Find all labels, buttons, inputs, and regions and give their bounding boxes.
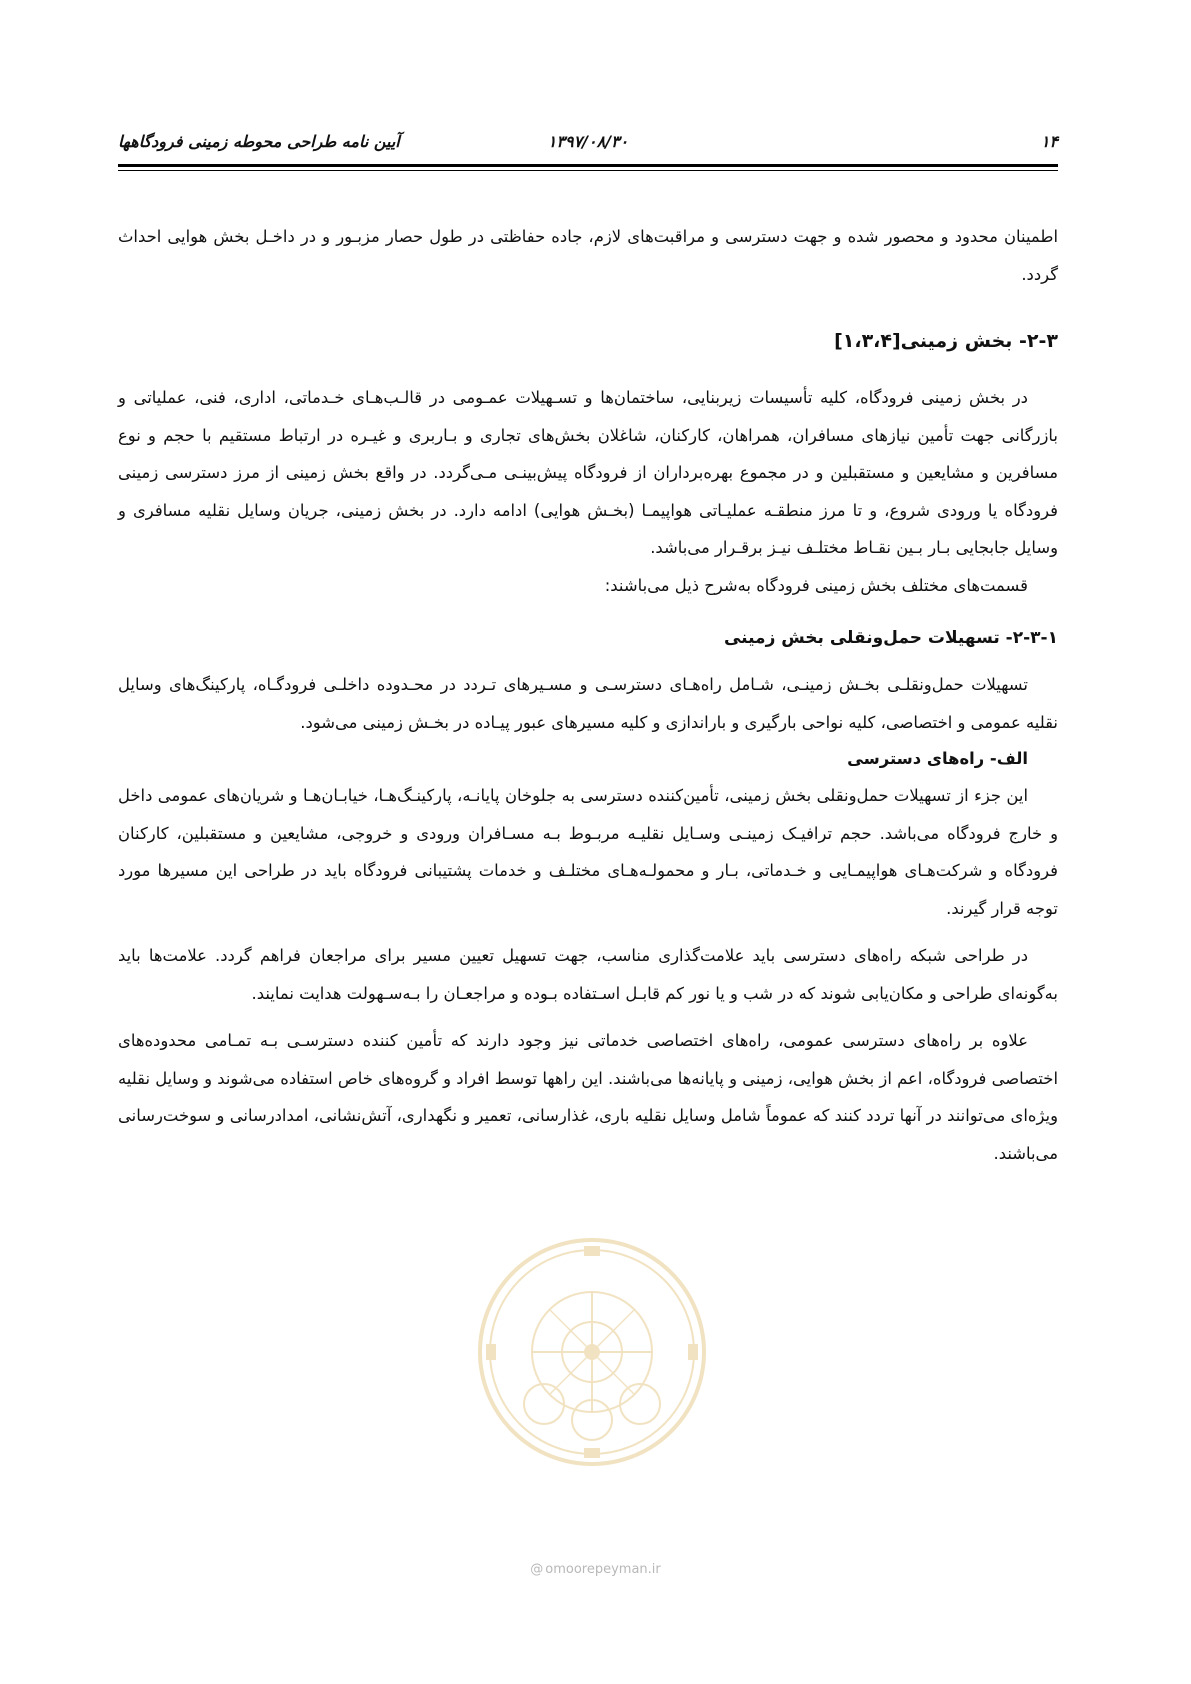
at-symbol: @ [530, 1562, 544, 1577]
item-heading: الف- راه‌های دسترسی [847, 749, 1028, 768]
document-body [118, 218, 1058, 1172]
intro-paragraph: اطمینان محدود و محصور شده و جهت دسترسی و مراقبت‌های لازم، جاده حفاظتی در طول حصار مزبـور و در داخـل بخش هوایی احداث گردد. [118, 227, 1058, 284]
section-note: قسمت‌های مختلف بخش زمینی فرودگاه به‌شرح ذیل می‌باشند: [604, 575, 1028, 595]
item-paragraph-1: این جزء از تسهیلات حمل‌ونقلی بخش زمینی، تأمین‌کننده دسترسی به جلوخان پایانـه، پارکینـگ‌هـا، خیابـان‌هـا و شریان‌های عمومی داخل و خارج فرودگاه می‌باشد. حجم ترافیـک زمینـی وسـایل نقلیـه مربـوط بـه مسـافران ورودی و خروجی، مشایعین و مستقبلین، کارکنان فرودگاه و شرکت‌هـای هواپیمـایی و خـدماتی، بـار و محمولـه‌هـای مختلـف و خدمات پشتیبانی فرودگاه باید در طراحی این مسیرها مورد توجه قرار گیرند. [118, 786, 1058, 918]
page-header [118, 128, 1058, 158]
header-date: ۱۳۹۷/۰۸/۳۰ [547, 132, 629, 151]
subsection-paragraph: تسهیلات حمل‌ونقلـی بخـش زمینـی، شـامل راه‌هـای دسترسـی و مسـیرهای تـردد در محـدوده داخلـی فرودگـاه، پارکینگ‌های وسایل نقلیه عمومی و اختصاصی، کلیه نواحی بارگیری و باراندازی و کلیه مسیرهای عبور پیـاده در بخـش زمینی می‌شود. [118, 675, 1058, 732]
watermark-url: omoorepeyman.ir [545, 1562, 661, 1577]
page-number: ۱۴ [1040, 132, 1058, 151]
item-paragraph-2: در طراحی شبکه راه‌های دسترسی باید علامت‌گذاری مناسب، جهت تسهیل تعیین مسیر برای مراجعان فراهم گردد. علامت‌ها باید به‌گونه‌ای طراحی و مکان‌یابی شوند که در شب و یا نور کم قابـل اسـتفاده بـوده و مراجعـان را بـه‌سـهولت هدایت نمایند. [118, 946, 1058, 1003]
watermark-footer [0, 1562, 1191, 1577]
header-rule-thick [118, 164, 1058, 167]
subsection-heading: ۲-۳-۱- تسهیلات حمل‌ونقلی بخش زمینی [723, 628, 1058, 648]
header-title: آیین نامه طراحی محوطه زمینی فرودگاهها [118, 132, 400, 151]
header-rule-thin [118, 170, 1058, 171]
seal-watermark-icon [472, 1232, 712, 1472]
section-paragraph: در بخش زمینی فرودگاه، کلیه تأسیسات زیربنایی، ساختمان‌ها و تسـهیلات عمـومی در قالـب‌هـای خـدماتی، اداری، فنی، عملیاتی و بازرگانی جهت تأمین نیازهای مسافران، همراهان، کارکنان، شاغلان بخش‌های تجاری و بـاربری و غیـره در ارتباط مستقیم با حجم و نوع مسافرین و مشایعین و مستقبلین و در مجموع بهره‌برداران از فرودگاه پیش‌بینـی مـی‌گردد. در واقع بخش زمینی از مرز دسترسی زمینی فرودگاه یا ورودی شروع، و تا مرز منطقـه عملیـاتی هواپیمـا (بخـش هوایی) ادامه دارد. در بخش زمینی، جریان وسایل نقلیه مسافری و وسایل جابجایی بـار بـین نقـاط مختلـف نیـز برقـرار می‌باشد. [118, 388, 1058, 557]
section-heading: ۲-۳- بخش زمینی[۱،۳،۴] [834, 330, 1058, 352]
item-paragraph-3: علاوه بر راه‌های دسترسی عمومی، راه‌های اختصاصی خدماتی نیز وجود دارند که تأمین کننده دسترسـی بـه تمـامی محدوده‌های اختصاصی فرودگاه، اعم از بخش هوایی، زمینی و پایانه‌ها می‌باشند. این راهها توسط افراد و گروه‌های خاص استفاده می‌شوند و وسایل نقلیه ویژه‌ای می‌توانند در آنها تردد کنند که عموماً شامل وسایل نقلیه باری، غذارسانی، تعمیر و نگهداری، آتش‌نشانی، امدادرسانی و سوخت‌رسانی می‌باشند. [118, 1031, 1058, 1163]
